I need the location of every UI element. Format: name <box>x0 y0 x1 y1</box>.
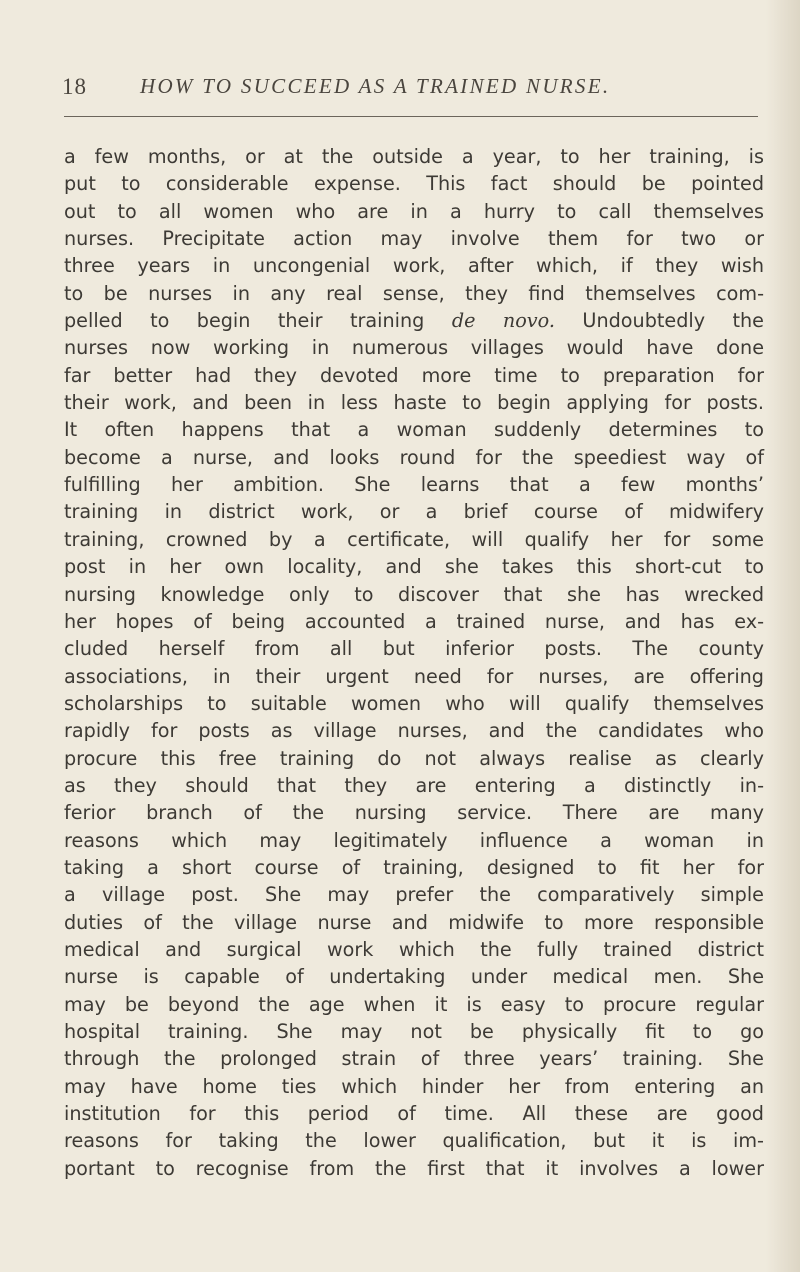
page-edge-shadow <box>766 0 800 1272</box>
text-line: become a nurse, and looks round for the speediest way of <box>64 445 764 469</box>
text-line: post in her own locality, and she takes this short-cut to <box>64 555 764 579</box>
text-line: reasons which may legitimately influence a woman in <box>64 828 764 852</box>
text-line: may have home ties which hinder her from entering an <box>64 1074 764 1098</box>
text-line: hospital training. She may not be physically fit to go <box>64 1020 764 1043</box>
text-line: scholarships to suitable women who will qualify themselves <box>64 691 764 715</box>
text-line: ferior branch of the nursing service. There are many <box>64 801 764 825</box>
text-line: institution for this period of time. All these are good <box>64 1102 764 1126</box>
text-line: through the prolonged strain of three years’ training. She <box>64 1047 764 1071</box>
text-line: medical and surgical work which the fully trained district <box>64 937 764 961</box>
text-line: a village post. She may prefer the comparatively simple <box>64 883 764 907</box>
text-line: three years in uncongenial work, after which, if they wish <box>64 254 764 278</box>
text-line: a few months, or at the outside a year, to her training, is <box>64 145 764 168</box>
text-segment: Undoubtedly the <box>582 309 764 333</box>
text-segment: pelled to begin their training <box>64 309 425 333</box>
text-line: put to considerable expense. This fact should be pointed <box>64 172 764 196</box>
running-head <box>62 74 762 114</box>
header-rule <box>64 116 758 117</box>
text-line: her hopes of being accounted a trained nurse, and has ex- <box>64 609 764 633</box>
text-line: may be beyond the age when it is easy to procure regular <box>64 992 764 1016</box>
text-line: as they should that they are entering a distinctly in- <box>64 773 764 797</box>
text-line: associations, in their urgent need for nurses, are offering <box>64 664 764 688</box>
text-line: fulfilling her ambition. She learns that a few months’ <box>64 473 764 497</box>
text-line: reasons for taking the lower qualification, but it is im- <box>64 1129 764 1153</box>
text-line: to be nurses in any real sense, they find themselves com- <box>64 281 764 305</box>
text-line: far better had they devoted more time to preparation for <box>64 363 764 387</box>
text-line: nurses. Precipitate action may involve them for two or <box>64 227 764 251</box>
running-title: HOW TO SUCCEED AS A TRAINED NURSE. <box>140 74 611 98</box>
page-number: 18 <box>62 74 87 99</box>
text-line: taking a short course of training, designed to fit her for <box>64 855 764 879</box>
text-line: training, crowned by a certificate, will qualify her for some <box>64 527 764 551</box>
text-line: nurses now working in numerous villages would have done <box>64 336 764 360</box>
text-line-with-italic <box>64 307 764 334</box>
text-line: duties of the village nurse and midwife to more responsible <box>64 910 764 934</box>
italic-phrase: de novo. <box>451 309 555 333</box>
text-line: rapidly for posts as village nurses, and the candidates who <box>64 719 764 743</box>
text-line: their work, and been in less haste to begin applying for posts. <box>64 391 764 415</box>
text-line: training in district work, or a brief course of midwifery <box>64 500 764 524</box>
text-line: out to all women who are in a hurry to call themselves <box>64 199 764 223</box>
text-line: procure this free training do not always realise as clearly <box>64 746 764 770</box>
text-line: portant to recognise from the first that it involves a lower <box>64 1156 764 1180</box>
text-line: nurse is capable of undertaking under medical men. She <box>64 965 764 989</box>
text-line: nursing knowledge only to discover that she has wrecked <box>64 582 764 606</box>
body-text <box>64 143 764 1182</box>
text-line: cluded herself from all but inferior posts. The county <box>64 637 764 661</box>
text-line: It often happens that a woman suddenly determines to <box>64 418 764 442</box>
